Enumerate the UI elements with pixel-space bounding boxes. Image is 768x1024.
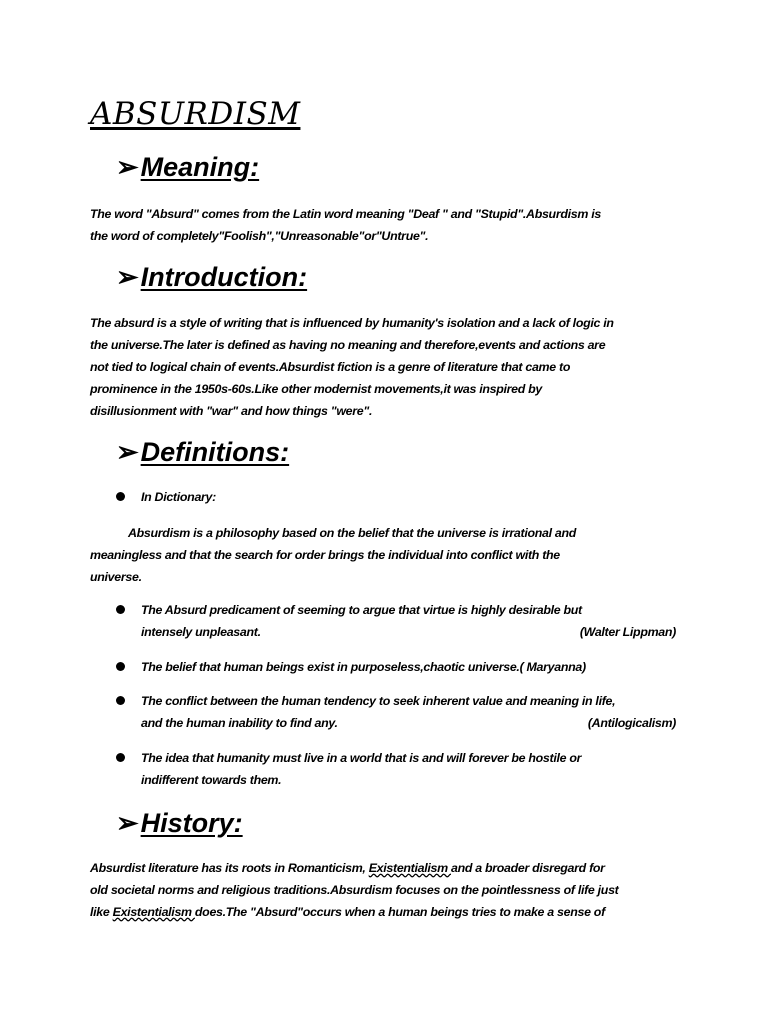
document-title: ABSURDISM — [90, 96, 301, 132]
list-item-quote: The Absurd predicament of seeming to argue that virtue is highly desirable but intensely unpleasant. (Walter Lippman) — [116, 599, 676, 643]
arrow-bullet-icon: ➢ — [116, 262, 139, 292]
spellcheck-word: Existentialism — [368, 861, 451, 875]
heading-history: ➢History: — [116, 808, 243, 838]
quote-attribution: (Antilogicalism) — [587, 716, 676, 730]
bullet-dot-icon — [116, 696, 125, 705]
quote-attribution: (Walter Lippman) — [579, 625, 676, 639]
arrow-bullet-icon: ➢ — [116, 152, 139, 182]
heading-definitions: ➢Definitions: — [116, 437, 290, 467]
bullet-dot-icon — [116, 605, 125, 614]
meaning-paragraph: The word "Absurd" comes from the Latin word meaning "Deaf " and "Stupid".Absurdism is the word of completely"Foolish","Unreasonable"or"Untrue". — [90, 207, 601, 243]
list-item-quote: The belief that human beings exist in purposeless,chaotic universe.( Maryanna) — [116, 656, 676, 678]
history-paragraph: Absurdist literature has its roots in Romanticism, Existentialism and a broader disregard for old societal norms and religious traditions.Absurdism focuses on the pointlessness of life just like Existentialism does.The "Absurd"occurs when a human beings tries to make a sense of — [90, 861, 619, 919]
bullet-dot-icon — [116, 753, 125, 762]
heading-meaning: ➢Meaning: — [116, 152, 260, 182]
spellcheck-word: Existentialism — [112, 905, 195, 919]
arrow-bullet-icon: ➢ — [116, 437, 139, 467]
arrow-bullet-icon: ➢ — [116, 808, 139, 838]
dictionary-definition: Absurdism is a philosophy based on the belief that the universe is irrational and meaningless and that the search for order brings the individual into conflict with the universe. — [90, 526, 577, 584]
introduction-paragraph: The absurd is a style of writing that is influenced by humanity's isolation and a lack of logic in the universe.The later is defined as having no meaning and therefore,events and actions are not tied to logical chain of events.Absurdist fiction is a genre of literature that came to prominence in the 1950s-60s.Like other modernist movements,it was inspired by disillusionment with "war" and how things "were". — [90, 316, 614, 418]
list-item-quote: The idea that humanity must live in a world that is and will forever be hostile or indifferent towards them. — [116, 747, 676, 791]
bullet-dot-icon — [116, 492, 125, 501]
bullet-dot-icon — [116, 662, 125, 671]
list-item-dictionary: In Dictionary: — [116, 486, 676, 508]
heading-introduction: ➢Introduction: — [116, 262, 308, 292]
list-item-quote: The conflict between the human tendency to seek inherent value and meaning in life, and the human inability to find any. (Antilogicalism) — [116, 690, 676, 734]
